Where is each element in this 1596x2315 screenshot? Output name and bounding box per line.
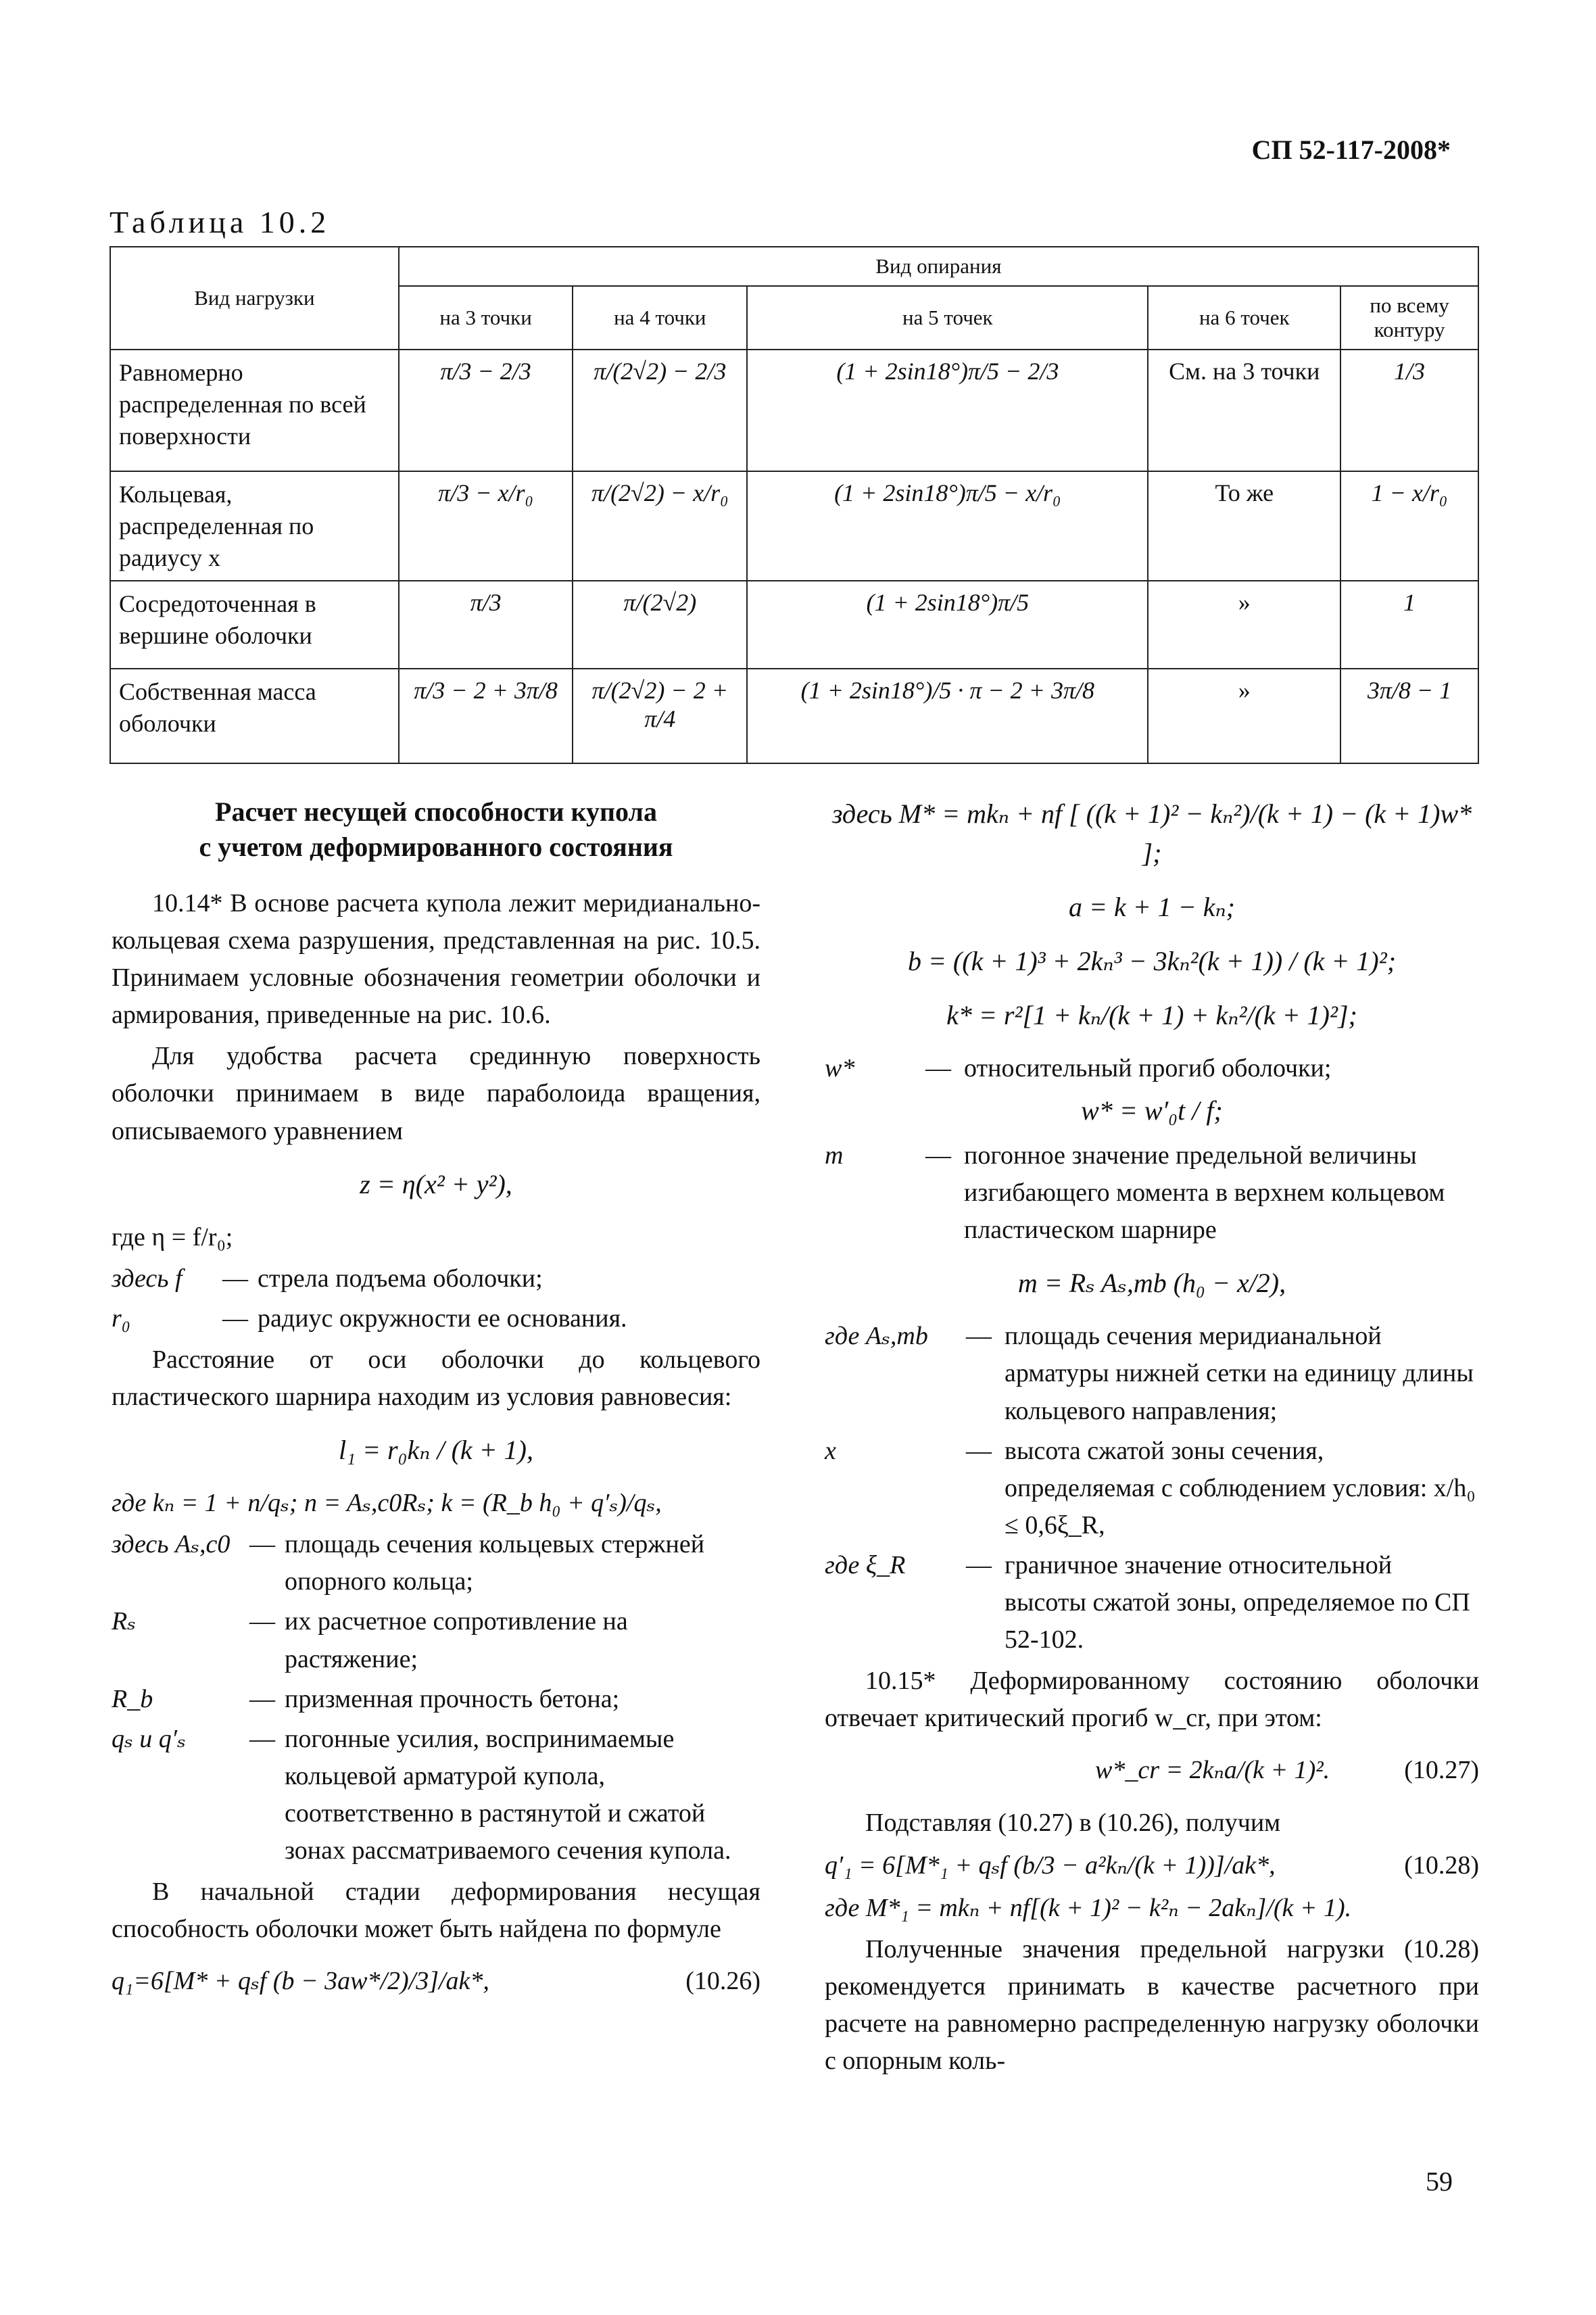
table-10-2: [110, 246, 1479, 764]
equation-w-star: w* = w′₀t / f;: [1081, 1095, 1223, 1126]
def-text: площадь сечения кольцевых стержней опорного кольца;: [285, 1530, 705, 1596]
row-load-label: Равномерно распределенная по всей поверхности: [110, 350, 399, 471]
row-load-label: Кольцевая, распределенная по радиусу x: [110, 471, 399, 581]
header-3-points: на 3 точки: [399, 286, 573, 350]
def-symbol: r₀: [112, 1304, 130, 1333]
def-text: относительный прогиб оболочки;: [964, 1054, 1332, 1082]
def-dash: —: [925, 1141, 951, 1170]
def-text: погонное значение предельной величины изгибающего момента в верхнем кольцевом пластическом шарнире: [964, 1141, 1445, 1245]
section-title-line-2: с учетом деформированного состояния: [199, 832, 673, 862]
cell-formula: (1 + 2sin18°)π/5 − 2/3: [747, 350, 1148, 471]
header-support-type: Вид опирания: [399, 247, 1478, 286]
section-title: [112, 794, 760, 865]
equation-wcr: w*_cr = 2kₙa/(k + 1)².: [1095, 1756, 1330, 1785]
header-load-type: Вид нагрузки: [110, 247, 399, 350]
where-eta: где η = f/r₀;: [112, 1222, 233, 1251]
document-code: СП 52-117-2008*: [1251, 135, 1451, 165]
def-symbol: где ξ_R: [825, 1550, 906, 1579]
header-5-points: на 5 точек: [747, 286, 1148, 350]
def-text: высота сжатой зоны сечения, определяемая с соблюдением условия: x/h₀ ≤ 0,6ξ_R,: [1005, 1436, 1476, 1540]
row-load-label: Собственная масса оболочки: [110, 669, 399, 763]
equation-b: b = ((k + 1)³ + 2kₙ³ − 3kₙ²(k + 1)) / (k + 1)²;: [907, 946, 1397, 976]
cell-formula: π/(2√2) − 2/3: [573, 350, 747, 471]
paragraph-obtained-values: Полученные значения предельной нагрузки (10.28) рекомендуется принимать в качестве расчетного при расчете на равномерно распределенную нагрузку оболочки с опорным коль-: [825, 1934, 1479, 2076]
table-row: [110, 581, 1478, 669]
definition-m: [825, 1137, 1479, 1249]
cell-text: То же: [1148, 471, 1340, 581]
def-symbol: x: [825, 1436, 836, 1465]
cell-formula: 1 − x/r₀: [1340, 471, 1478, 581]
paragraph-initial-stage: В начальной стадии деформирования несущая способность оболочки может быть найдена по формуле: [112, 1878, 760, 1944]
cell-formula: π/(2√2) − x/r₀: [573, 471, 747, 581]
def-dash: —: [222, 1264, 248, 1293]
paragraph-substituting: Подставляя (10.27) в (10.26), получим: [865, 1808, 1281, 1837]
right-column: [825, 794, 1479, 2084]
cell-formula: π/3 − x/r₀: [399, 471, 573, 581]
header-full-contour: по всему контуру: [1340, 286, 1478, 350]
equation-10-27: [825, 1752, 1479, 1789]
table-row: [110, 350, 1478, 471]
cell-formula: (1 + 2sin18°)π/5 − x/r₀: [747, 471, 1148, 581]
def-text: стрела подъема оболочки;: [258, 1264, 543, 1293]
def-symbol: здесь Aₛ,c0: [112, 1530, 231, 1559]
paragraph-surface: Для удобства расчета срединную поверхность оболочки принимаем в виде параболоида вращения, описываемого уравнением: [112, 1042, 760, 1145]
equation-number: (10.26): [685, 1967, 760, 1996]
table-caption: Таблица 10.2: [110, 205, 331, 239]
equation-M1-star: где M*₁ = mkₙ + nf[(k + 1)² − k²ₙ − 2akₙ]/(k + 1).: [825, 1893, 1352, 1922]
header-4-points: на 4 точки: [573, 286, 747, 350]
cell-formula: (1 + 2sin18°)π/5: [747, 581, 1148, 669]
cell-text: См. на 3 точки: [1148, 350, 1340, 471]
equation-k-star: k* = r²[1 + kₙ/(k + 1) + kₙ²/(k + 1)²];: [946, 1000, 1357, 1030]
equation-number: (10.28): [1404, 1851, 1479, 1880]
equation-number: (10.27): [1404, 1756, 1479, 1785]
def-dash: —: [222, 1304, 248, 1333]
def-dash: —: [966, 1322, 992, 1351]
definitions-asmb-x-xi: [825, 1318, 1479, 1658]
equation-q1: q₁=6[M* + qₛf (b − 3aw*/2)/3]/ak*,: [112, 1967, 489, 1996]
equation-l1: l₁ = r₀kₙ / (k + 1),: [339, 1435, 533, 1466]
def-symbol: здесь f: [112, 1264, 183, 1293]
left-column: [112, 794, 760, 2015]
equation-10-26: [112, 1963, 760, 2000]
def-dash: —: [966, 1436, 992, 1465]
equation-q1-prime: q′₁ = 6[M*₁ + qₛf (b/3 − a²kₙ/(k + 1))]/ak*,: [825, 1851, 1276, 1880]
def-symbol: w*: [825, 1054, 855, 1082]
cell-formula: π/3 − 2/3: [399, 350, 573, 471]
equation-paraboloid: z = η(x² + y²),: [360, 1168, 512, 1199]
cell-formula: π/(2√2): [573, 581, 747, 669]
cell-text: »: [1148, 581, 1340, 669]
def-text: граничное значение относительной высоты сжатой зоны, определяемое по СП 52-102.: [1005, 1550, 1470, 1654]
header-6-points: на 6 точек: [1148, 286, 1340, 350]
def-dash: —: [925, 1054, 951, 1082]
def-text: погонные усилия, воспринимаемые кольцевой арматурой купола, соответственно в растянутой и сжатой зонах рассматриваемого сечения купола.: [285, 1724, 731, 1865]
cell-formula: 1: [1340, 581, 1478, 669]
cell-formula: π/3: [399, 581, 573, 669]
definitions-f-r0: [112, 1260, 760, 1337]
equation-a: a = k + 1 − kₙ;: [1068, 892, 1235, 922]
table-row: [110, 669, 1478, 763]
def-text: радиус окружности ее основания.: [258, 1304, 627, 1333]
table-row: [110, 471, 1478, 581]
page-number: 59: [1426, 2166, 1453, 2197]
def-dash: —: [966, 1550, 992, 1579]
row-load-label: Сосредоточенная в вершине оболочки: [110, 581, 399, 669]
definition-w: [825, 1050, 1479, 1087]
cell-text: »: [1148, 669, 1340, 763]
cell-formula: 1/3: [1340, 350, 1478, 471]
def-symbol: Rₛ: [112, 1607, 137, 1636]
def-text: призменная прочность бетона;: [285, 1684, 620, 1713]
section-title-line-1: Расчет несущей способности купола: [215, 796, 657, 827]
paragraph-10-15: 10.15* Деформированному состоянию оболочки отвечает критический прогиб w_cr, при этом:: [825, 1667, 1479, 1733]
def-text: их расчетное сопротивление на растяжение;: [285, 1607, 628, 1673]
equation-m: m = Rₛ Aₛ,mb (h₀ − x/2),: [1017, 1268, 1286, 1299]
cell-formula: 3π/8 − 1: [1340, 669, 1478, 763]
cell-formula: π/(2√2) − 2 + π/4: [573, 669, 747, 763]
equation-10-28: [825, 1847, 1479, 1884]
def-symbol: m: [825, 1141, 844, 1170]
def-dash: —: [249, 1607, 275, 1636]
def-symbol: qₛ и q′ₛ: [112, 1724, 186, 1753]
cell-formula: (1 + 2sin18°)/5 · π − 2 + 3π/8: [747, 669, 1148, 763]
def-text: площадь сечения меридианальной арматуры нижней сетки на единицу длины кольцевого направления;: [1005, 1322, 1474, 1425]
cell-formula: π/3 − 2 + 3π/8: [399, 669, 573, 763]
def-dash: —: [249, 1530, 275, 1559]
def-symbol: R_b: [112, 1684, 153, 1713]
def-dash: —: [249, 1724, 275, 1753]
where-kn: где kₙ = 1 + n/qₛ; n = Aₛ,c0Rₛ; k = (R_b h₀ + q′ₛ)/qₛ,: [112, 1489, 662, 1518]
definitions-reinforcement: [112, 1526, 760, 1869]
def-symbol: где Aₛ,mb: [825, 1322, 928, 1351]
equation-M-star: здесь M* = mkₙ + nf [ ((k + 1)² − kₙ²)/(k + 1) − (k + 1)w* ];: [831, 798, 1472, 868]
def-dash: —: [249, 1684, 275, 1713]
paragraph-10-14: 10.14* В основе расчета купола лежит меридианально-кольцевая схема разрушения, представленная на рис. 10.5. Принимаем условные обозначения геометрии оболочки и армирования, приведенные на рис. 10.6.: [112, 889, 760, 1030]
paragraph-distance: Расстояние от оси оболочки до кольцевого пластического шарнира находим из условия равновесия:: [112, 1345, 760, 1412]
